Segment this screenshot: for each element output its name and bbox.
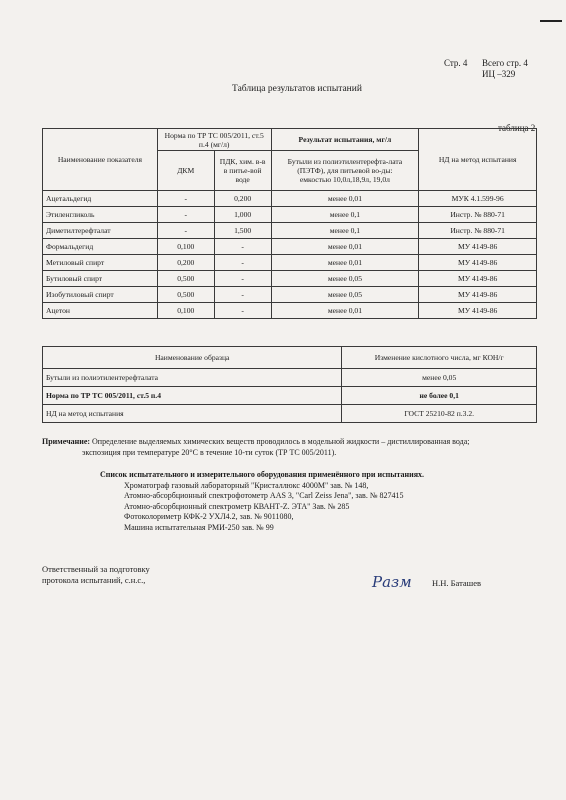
- cell-dkm: -: [157, 191, 214, 207]
- header-dkm: ДКМ: [157, 151, 214, 191]
- equipment-list: [100, 470, 540, 533]
- cell-pdk: -: [214, 239, 271, 255]
- cell-method: МУ 4149-86: [419, 303, 537, 319]
- equipment-title: Список испытательного и измерительного оборудования применённого при испытаниях.: [100, 470, 425, 479]
- cell-pdk: -: [214, 271, 271, 287]
- responsible-line-2: протокола испытаний, с.н.с.,: [42, 575, 146, 585]
- cell-pdk: -: [214, 287, 271, 303]
- cell-result: менее 0,05: [271, 287, 419, 303]
- cell-dkm: 0,100: [157, 303, 214, 319]
- cell-method: Инстр. № 880-71: [419, 207, 537, 223]
- cell-indicator: Метиловый спирт: [43, 255, 158, 271]
- cell-indicator: Этиленгликоль: [43, 207, 158, 223]
- corner-mark: [540, 20, 562, 22]
- cell-pdk: 1,500: [214, 223, 271, 239]
- cell-indicator: Ацетальдегид: [43, 191, 158, 207]
- header-indicator-name: Наименование показателя: [43, 129, 158, 191]
- note-block: [42, 436, 542, 458]
- acid-number-table: [42, 346, 537, 423]
- results-table: [42, 128, 537, 319]
- page-number: Стр. 4: [444, 58, 468, 68]
- table-row: [43, 239, 537, 255]
- signature: Разм: [372, 573, 412, 591]
- document-code: ИЦ –329: [482, 69, 516, 79]
- cell-dkm: 0,500: [157, 271, 214, 287]
- cell-method: Инстр. № 880-71: [419, 223, 537, 239]
- header-sample-name: Наименование образца: [43, 347, 342, 369]
- equipment-items: [100, 481, 540, 534]
- cell-indicator: Бутиловый спирт: [43, 271, 158, 287]
- header-norm: Норма по ТР ТС 005/2011, ст.5 п.4 (мг/л): [157, 129, 271, 151]
- cell-value: не более 0,1: [342, 387, 537, 405]
- note-label: Примечание:: [42, 437, 91, 446]
- cell-value: ГОСТ 25210-82 п.3.2.: [342, 405, 537, 423]
- table-row: [43, 255, 537, 271]
- table-row: [43, 405, 537, 423]
- cell-method: МУ 4149-86: [419, 271, 537, 287]
- total-pages: Всего стр. 4: [482, 58, 528, 68]
- cell-result: менее 0,01: [271, 255, 419, 271]
- cell-dkm: -: [157, 223, 214, 239]
- cell-pdk: 1,000: [214, 207, 271, 223]
- cell-result: менее 0,01: [271, 191, 419, 207]
- table-row: [43, 191, 537, 207]
- equipment-item: Атомно-абсорбционный спектрофотометр AAS 3, "Carl Zeiss Jena", зав. № 827415: [124, 491, 404, 500]
- cell-sample: Норма по ТР ТС 005/2011, ст.5 п.4: [43, 387, 342, 405]
- header-bottles: [271, 151, 419, 191]
- equipment-item: Машина испытательная РМИ-250 зав. № 99: [124, 522, 274, 532]
- cell-method: МУК 4.1.599-96: [419, 191, 537, 207]
- table-row: [43, 287, 537, 303]
- cell-result: менее 0,1: [271, 223, 419, 239]
- table-row: [43, 223, 537, 239]
- cell-value: менее 0,05: [342, 369, 537, 387]
- header-acid-change: Изменение кислотного числа, мг КОН/г: [342, 347, 537, 369]
- cell-method: МУ 4149-86: [419, 287, 537, 303]
- table-label: таблица 2: [498, 123, 536, 133]
- table-row: [43, 303, 537, 319]
- cell-sample: НД на метод испытания: [43, 405, 342, 423]
- equipment-item: Хроматограф газовый лабораторный "Кристаллюкс 4000М" зав. № 148,: [124, 480, 369, 490]
- cell-dkm: 0,200: [157, 255, 214, 271]
- equipment-item: Фотоколориметр КФК-2 УХЛ4.2, зав. № 9011080,: [124, 512, 294, 521]
- cell-method: МУ 4149-86: [419, 239, 537, 255]
- cell-result: менее 0,01: [271, 303, 419, 319]
- responsible-name: Н.Н. Баташев: [432, 578, 482, 588]
- cell-indicator: Ацетон: [43, 303, 158, 319]
- cell-dkm: 0,500: [157, 287, 214, 303]
- cell-result: менее 0,01: [271, 239, 419, 255]
- table-row: [43, 207, 537, 223]
- table-row: [43, 387, 537, 405]
- header-volume-text: емкостью 10,0л,18,9л, 19,0л: [299, 175, 390, 184]
- responsible-line-1: Ответственный за подготовку: [42, 564, 150, 574]
- cell-pdk: 0,200: [214, 191, 271, 207]
- cell-indicator: Формальдегид: [43, 239, 158, 255]
- header-result: Результат испытания, мг/л: [271, 129, 419, 151]
- cell-sample: Бутыли из полиэтилентерефталата: [43, 369, 342, 387]
- note-line-2: экспозиция при температуре 20°С в течение 10-ти суток (ТР ТС 005/2011).: [82, 448, 337, 457]
- cell-indicator: Диметилтерефталат: [43, 223, 158, 239]
- note-line-1: Определение выделяемых химических веществ проводилось в модельной жидкости – дистиллированная вода;: [92, 437, 470, 446]
- cell-dkm: 0,100: [157, 239, 214, 255]
- header-pdk: ПДК, хим. в-в в питье-вой воде: [214, 151, 271, 191]
- cell-pdk: -: [214, 255, 271, 271]
- equipment-item: Атомно-абсорбционный спектрометр КВАНТ-Z. ЭТА" Зав. № 285: [124, 501, 350, 511]
- cell-result: менее 0,05: [271, 271, 419, 287]
- header-bottles-text: Бутыли из полиэтилентерефта-лата (ПЭТФ), для питьевой во-ды:: [287, 157, 403, 175]
- cell-indicator: Изобутиловый спирт: [43, 287, 158, 303]
- table-row: [43, 369, 537, 387]
- cell-method: МУ 4149-86: [419, 255, 537, 271]
- responsible-block: [42, 564, 150, 586]
- cell-dkm: -: [157, 207, 214, 223]
- cell-pdk: -: [214, 303, 271, 319]
- page-title: Таблица результатов испытаний: [232, 84, 362, 94]
- table-row: [43, 271, 537, 287]
- header-method: НД на метод испытания: [419, 129, 537, 191]
- cell-result: менее 0,1: [271, 207, 419, 223]
